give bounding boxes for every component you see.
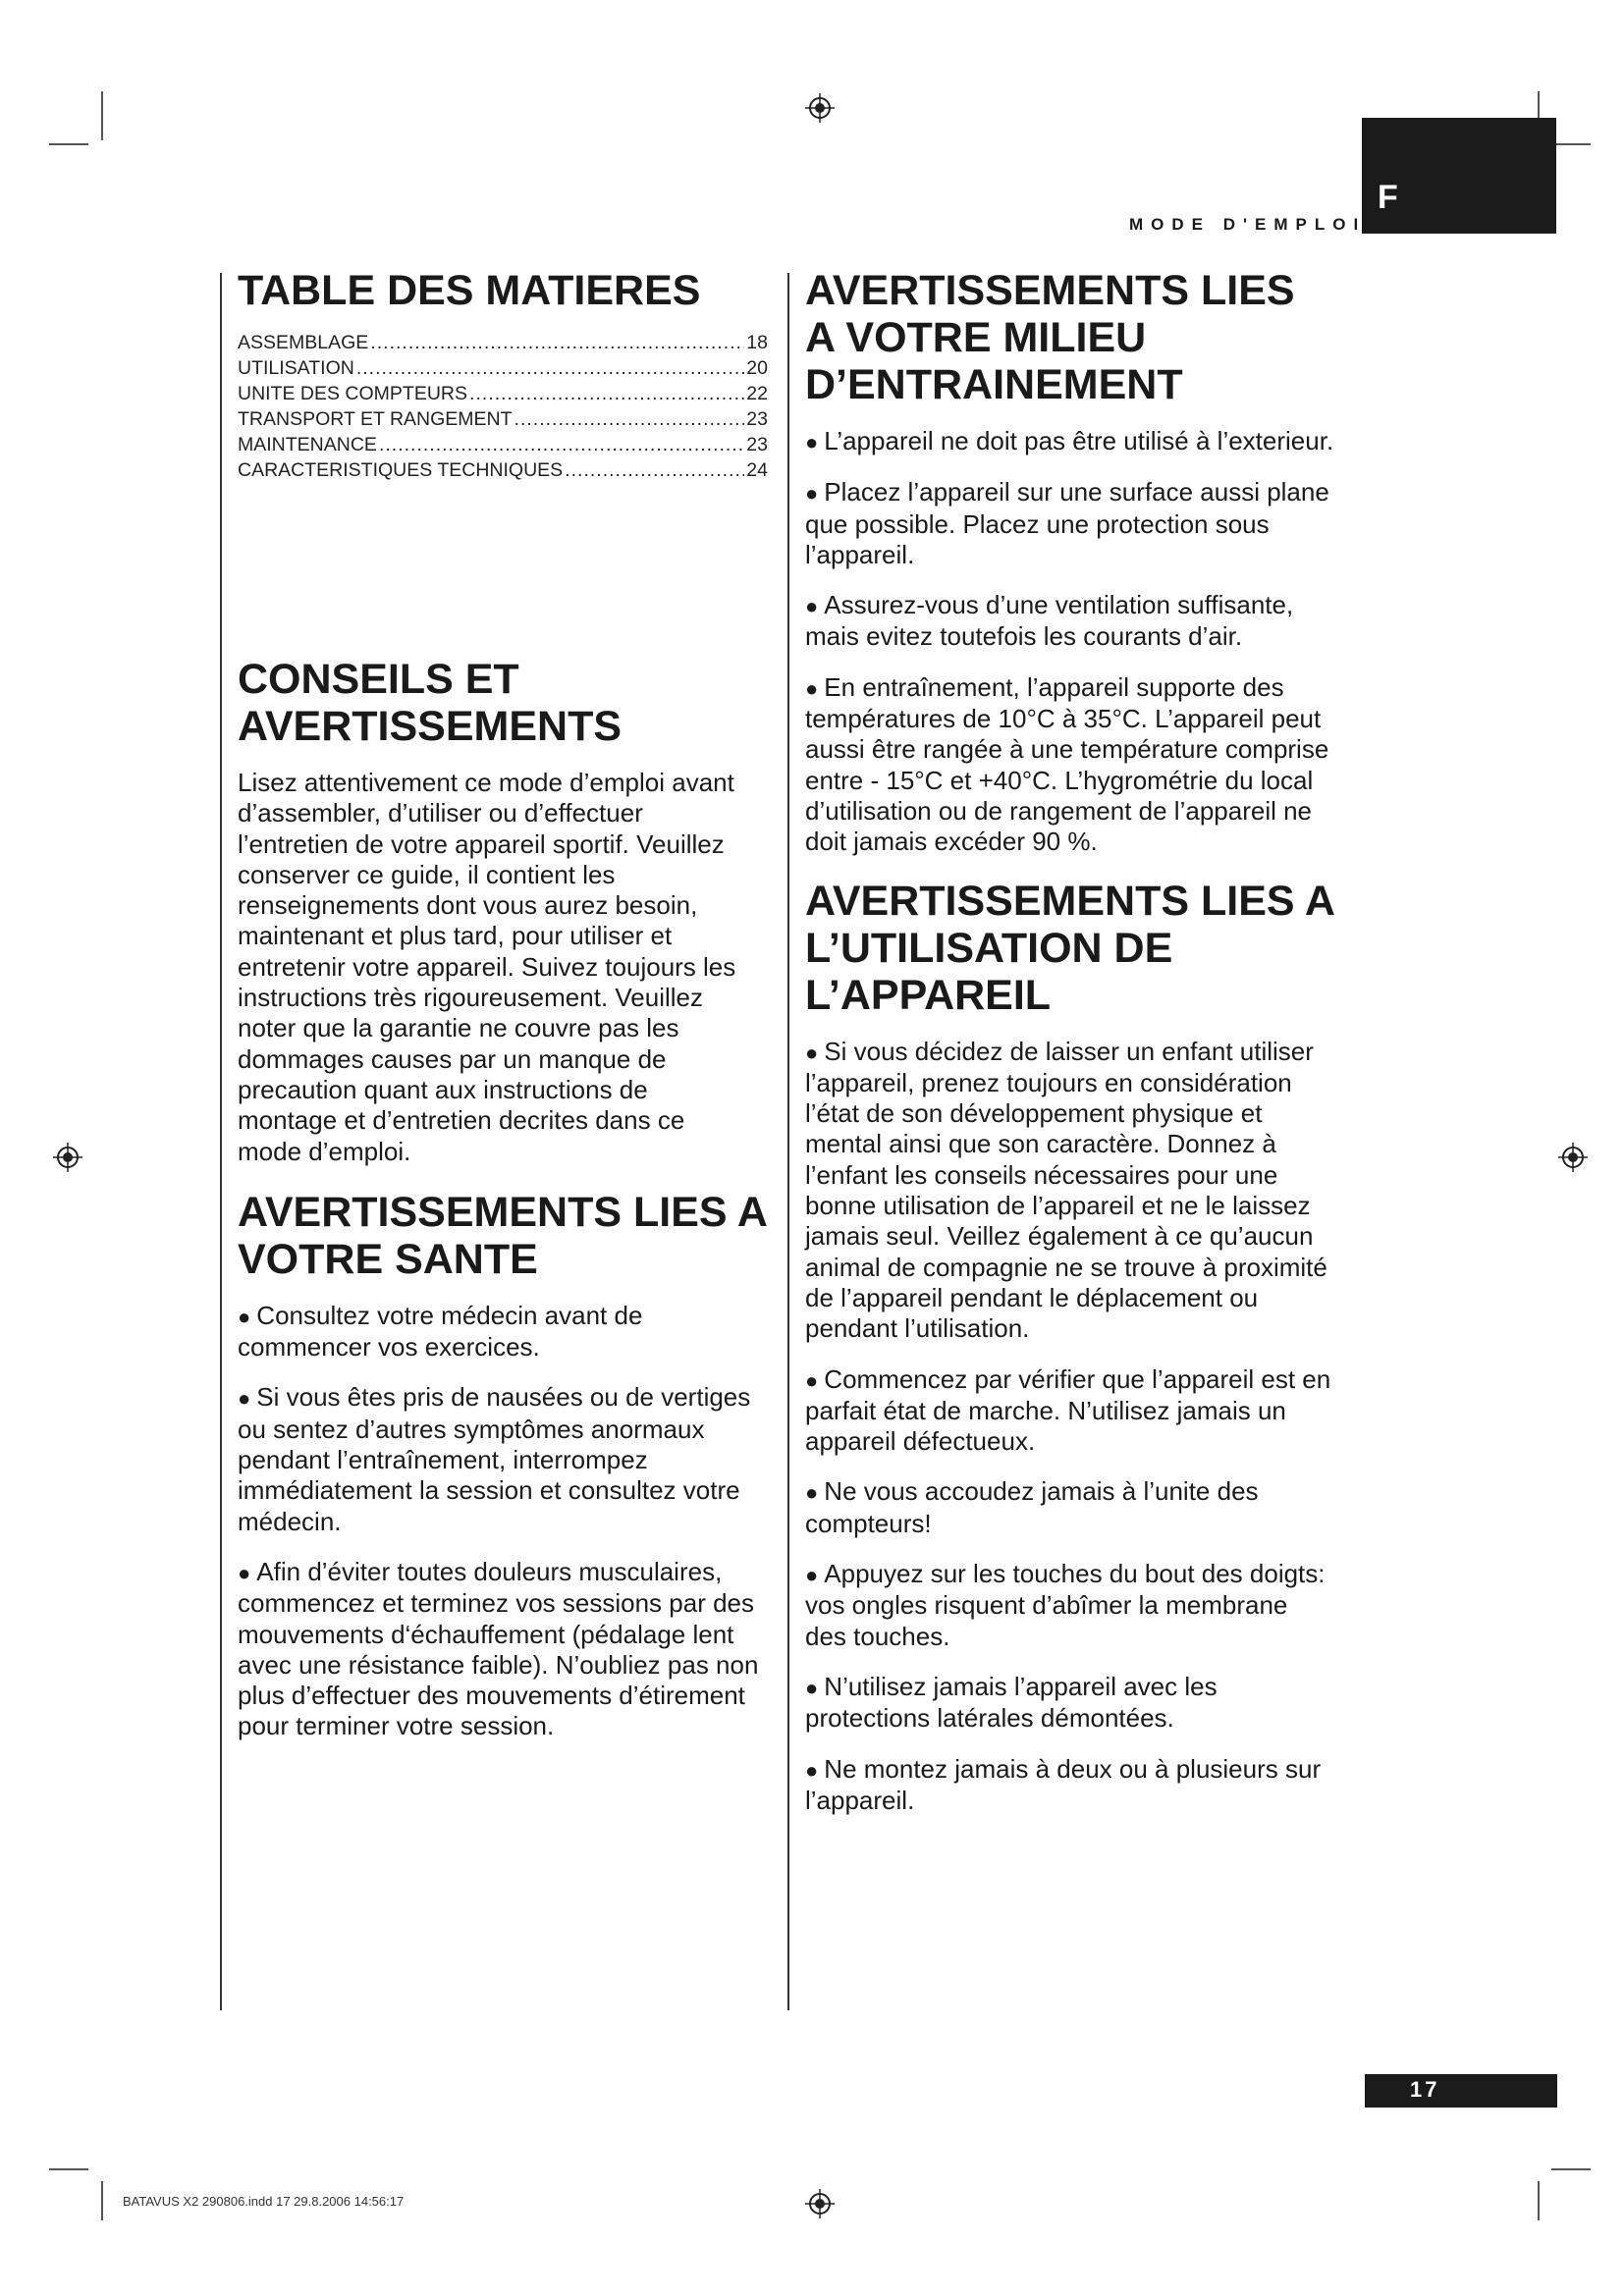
crop-mark — [1551, 2168, 1591, 2170]
crop-mark — [101, 91, 103, 140]
registration-mark-icon — [803, 91, 837, 125]
crop-mark — [1538, 2181, 1540, 2220]
list-item-text: Si vous décidez de laisser un enfant utiliser l’appareil, prenez toujours en considération l’état de son développement physique et mental ainsi que son caractère. Donnez à l’enfant les conseils nécessaires pour une bonne utilisation de l’appareil et ne le laissez jamais seul. Veillez également à ce qu’aucun animal de compagnie ne se trouve à proximité de l’appareil pendant le déplacement ou pendant l’utilisation. — [805, 1036, 1327, 1344]
toc-entry-page: 24 — [746, 459, 768, 481]
toc-entry-page: 23 — [746, 408, 768, 430]
toc-entry[interactable] — [238, 457, 768, 483]
list-item-text: Afin d’éviter toutes douleurs musculaires, commencez et terminez vos sessions par des mouvements d‘échauffement (pédalage lent avec une résistance faible). N’oubliez pas non plus d’effectuer des mouvements d’étirement pour terminer votre session. — [238, 1556, 759, 1741]
toc-entry-label: TRANSPORT ET RANGEMENT — [238, 408, 513, 430]
toc-entry-label: UNITE DES COMPTEURS — [238, 383, 468, 404]
list-item — [805, 1364, 1335, 1458]
list-item-text: L’appareil ne doit pas être utilisé à l’exterieur. — [824, 426, 1334, 455]
column-rule-left — [220, 273, 222, 2010]
list-item — [238, 1557, 768, 1742]
list-item — [805, 477, 1335, 570]
conseils-paragraph: Lisez attentivement ce mode d’emploi avant d’assembler, d’utiliser ou d’effectuer l’entretien de votre appareil sportif. Veuillez conserver ce guide, il contient les renseignements dont vous aurez besoin, maintenant et plus tard, pour utiliser et entretenir votre appareil. Suivez toujours les instructions très rigoureusement. Veuillez noter que la garantie ne couvre pas les dommages causes par un manque de precaution quant aux instructions de montage et d’entretien decrites dans ce mode d’emploi. — [238, 768, 736, 1166]
toc-leader — [565, 457, 744, 483]
list-item-text: Commencez par vérifier que l’appareil est en parfait état de marche. N’utilisez jamais un appareil défectueux. — [805, 1363, 1331, 1457]
toc-entry[interactable] — [238, 406, 768, 432]
toc-entry-page: 23 — [746, 434, 768, 455]
bullet-icon: ● — [238, 1386, 251, 1412]
bullet-icon: ● — [238, 1560, 251, 1585]
left-column — [238, 267, 768, 1762]
crop-mark — [49, 2168, 88, 2170]
toc-leader — [514, 406, 745, 432]
list-item — [805, 1559, 1335, 1652]
bullet-icon: ● — [805, 1563, 819, 1588]
list-item — [805, 590, 1335, 653]
toc-entry-label: MAINTENANCE — [238, 434, 377, 455]
toc-leader — [356, 355, 744, 381]
page-number-bar — [1365, 2074, 1557, 2108]
bullet-icon: ● — [805, 1757, 819, 1783]
bullet-icon: ● — [805, 430, 819, 454]
section-title-utilisation: AVERTISSEMENTS LIES A L’UTILISATION DE L’APPAREIL — [805, 877, 1334, 1019]
milieu-list — [805, 426, 1335, 858]
list-item-text: N’utilisez jamais l’appareil avec les protections latérales démontées. — [805, 1671, 1218, 1734]
crop-mark — [49, 143, 88, 145]
list-item-text: Placez l’appareil sur une surface aussi plane que possible. Placez une protection sous l’appareil. — [805, 477, 1329, 569]
crop-mark — [101, 2181, 103, 2220]
bullet-icon: ● — [238, 1304, 251, 1329]
section-title-milieu: AVERTISSEMENTS LIES A VOTRE MILIEU D’ENTRAINEMENT — [805, 267, 1295, 408]
bullet-icon: ● — [805, 1480, 819, 1506]
toc-entry-page: 20 — [746, 357, 768, 379]
running-header: MODE D'EMPLOI — [1129, 215, 1367, 234]
toc-leader — [469, 381, 744, 406]
section-title-sante: AVERTISSEMENTS LIES A VOTRE SANTE — [238, 1188, 767, 1283]
list-item-text: Ne montez jamais à deux ou à plusieurs sur l’appareil. — [805, 1753, 1322, 1815]
toc-entry[interactable] — [238, 432, 768, 457]
list-item-text: Consultez votre médecin avant de commencer vos exercices. — [238, 1300, 643, 1362]
bullet-icon: ● — [805, 1675, 819, 1700]
list-item — [238, 1301, 768, 1363]
registration-mark-icon — [51, 1141, 84, 1174]
registration-mark-icon — [803, 2187, 837, 2220]
list-item — [805, 1476, 1335, 1539]
list-item-text: En entraînement, l’appareil supporte des températures de 10°C à 35°C. L’appareil peut aussi être rangée à une température comprise entre - 15°C et +40°C. L’hygrométrie du local d’utilisation ou de rangement de l’appareil ne doit jamais excéder 90 %. — [805, 671, 1329, 857]
sante-list — [238, 1301, 768, 1742]
bullet-icon: ● — [805, 1040, 819, 1065]
bullet-icon: ● — [805, 675, 819, 701]
table-of-contents — [238, 330, 768, 483]
list-item — [805, 1037, 1335, 1345]
list-item-text: Ne vous accoudez jamais à l’unite des compteurs! — [805, 1476, 1259, 1538]
language-tab-letter: F — [1378, 179, 1398, 216]
toc-leader — [379, 432, 744, 457]
section-title-conseils: CONSEILS ET AVERTISSEMENTS — [238, 656, 623, 750]
bullet-icon: ● — [805, 481, 819, 507]
right-column — [805, 267, 1335, 1836]
utilisation-list — [805, 1037, 1335, 1817]
toc-entry[interactable] — [238, 355, 768, 381]
toc-leader — [370, 330, 744, 355]
toc-entry[interactable] — [238, 330, 768, 355]
list-item — [805, 672, 1335, 858]
page-number: 17 — [1410, 2077, 1440, 2102]
list-item-text: Si vous êtes pris de nausées ou de vertiges ou sentez d’autres symptômes anormaux pendant l’entraînement, interrompez immédiatement la session et consultez votre médecin. — [238, 1382, 751, 1536]
toc-entry-label: CARACTERISTIQUES TECHNIQUES — [238, 459, 564, 481]
column-rule-middle — [787, 273, 789, 2010]
list-item-text: Assurez-vous d’une ventilation suffisante, mais evitez toutefois les courants d’air. — [805, 590, 1294, 652]
list-item — [805, 426, 1335, 457]
registration-mark-icon — [1556, 1141, 1590, 1174]
toc-entry-label: UTILISATION — [238, 357, 354, 379]
bullet-icon: ● — [805, 1367, 819, 1393]
toc-entry-page: 22 — [746, 383, 768, 404]
list-item — [238, 1382, 768, 1536]
list-item — [805, 1754, 1335, 1817]
toc-entry-label: ASSEMBLAGE — [238, 332, 369, 353]
bullet-icon: ● — [805, 594, 819, 619]
list-item-text: Appuyez sur les touches du bout des doigts: vos ongles risquent d’abîmer la membrane des touches. — [805, 1559, 1326, 1651]
crop-mark — [1551, 143, 1591, 145]
print-slug: BATAVUS X2 290806.indd 17 29.8.2006 14:56:17 — [123, 2194, 405, 2209]
list-item — [805, 1672, 1335, 1735]
toc-title: TABLE DES MATIERES — [238, 267, 701, 314]
toc-entry-page: 18 — [746, 332, 768, 353]
toc-entry[interactable] — [238, 381, 768, 406]
